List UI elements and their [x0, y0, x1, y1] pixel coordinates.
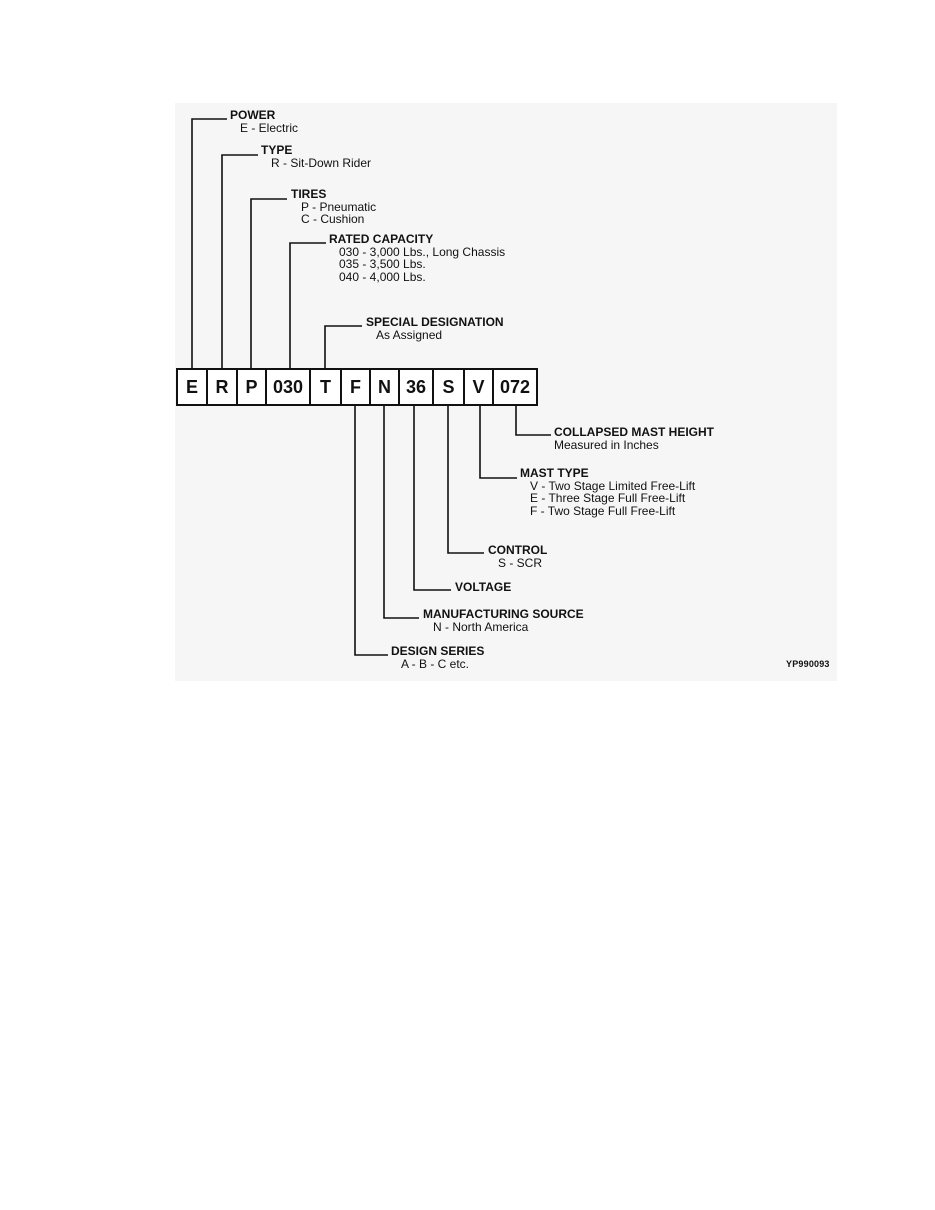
code-special-designation: T [309, 368, 342, 406]
rated-capacity-callout [329, 233, 505, 283]
control-title: CONTROL [488, 543, 548, 557]
design-series-option: A - B - C etc. [401, 656, 470, 671]
code-mast-type: V [463, 368, 494, 406]
tires-callout [291, 188, 376, 226]
type-option: R - Sit-Down Rider [271, 155, 372, 170]
design-series-callout [391, 645, 484, 670]
leader-special-designation [325, 326, 362, 370]
code-voltage: 36 [398, 368, 434, 406]
power-callout [230, 109, 298, 134]
collapsed-mast-height-title: COLLAPSED MAST HEIGHT [554, 425, 715, 439]
rated-capacity-option: 035 - 3,500 Lbs. [339, 257, 426, 271]
code-manufacturing-source: N [369, 368, 400, 406]
type-callout [261, 144, 371, 169]
figure-id: YP990093 [786, 659, 830, 669]
leader-rated-capacity [290, 243, 326, 370]
code-power: E [176, 368, 208, 406]
code-type: R [206, 368, 238, 406]
leader-control [448, 404, 484, 553]
code-control: S [432, 368, 465, 406]
code-design-series: F [340, 368, 371, 406]
collapsed-mast-height-option: Measured in Inches [554, 437, 659, 452]
manufacturing-source-option: N - North America [433, 619, 529, 634]
special-designation-callout [366, 316, 504, 341]
manufacturing-source-callout [423, 608, 584, 633]
leader-tires [251, 199, 287, 370]
mast-type-option: E - Three Stage Full Free-Lift [530, 491, 686, 505]
code-rated-capacity: 030 [265, 368, 311, 406]
design-series-title: DESIGN SERIES [391, 644, 485, 658]
control-option: S - SCR [498, 555, 543, 570]
code-collapsed-mast-height: 072 [492, 368, 538, 406]
special-designation-option: As Assigned [376, 327, 443, 342]
voltage-title: VOLTAGE [455, 580, 512, 594]
leader-type [222, 155, 258, 370]
voltage-callout [455, 581, 511, 594]
tires-option: C - Cushion [301, 212, 365, 226]
tires-title: TIRES [291, 187, 327, 201]
rated-capacity-title: RATED CAPACITY [329, 232, 434, 246]
rated-capacity-option: 040 - 4,000 Lbs. [339, 269, 426, 284]
power-option: E - Electric [240, 120, 299, 135]
manufacturing-source-title: MANUFACTURING SOURCE [423, 607, 584, 621]
tires-option: P - Pneumatic [301, 199, 377, 214]
leader-mast-type [480, 404, 517, 478]
leader-collapsed-mast-height [516, 404, 551, 435]
mast-type-option: V - Two Stage Limited Free-Lift [530, 478, 696, 493]
mast-type-title: MAST TYPE [520, 466, 589, 480]
rated-capacity-option: 030 - 3,000 Lbs., Long Chassis [339, 244, 506, 259]
code-tires: P [236, 368, 267, 406]
special-designation-title: SPECIAL DESIGNATION [366, 315, 504, 329]
mast-type-callout [520, 467, 695, 517]
leader-design-series [355, 404, 388, 655]
leader-voltage [414, 404, 451, 590]
type-title: TYPE [261, 143, 293, 157]
collapsed-mast-height-callout [554, 426, 714, 451]
power-title: POWER [230, 108, 276, 122]
mast-type-option: F - Two Stage Full Free-Lift [530, 503, 676, 518]
control-callout [488, 544, 547, 569]
